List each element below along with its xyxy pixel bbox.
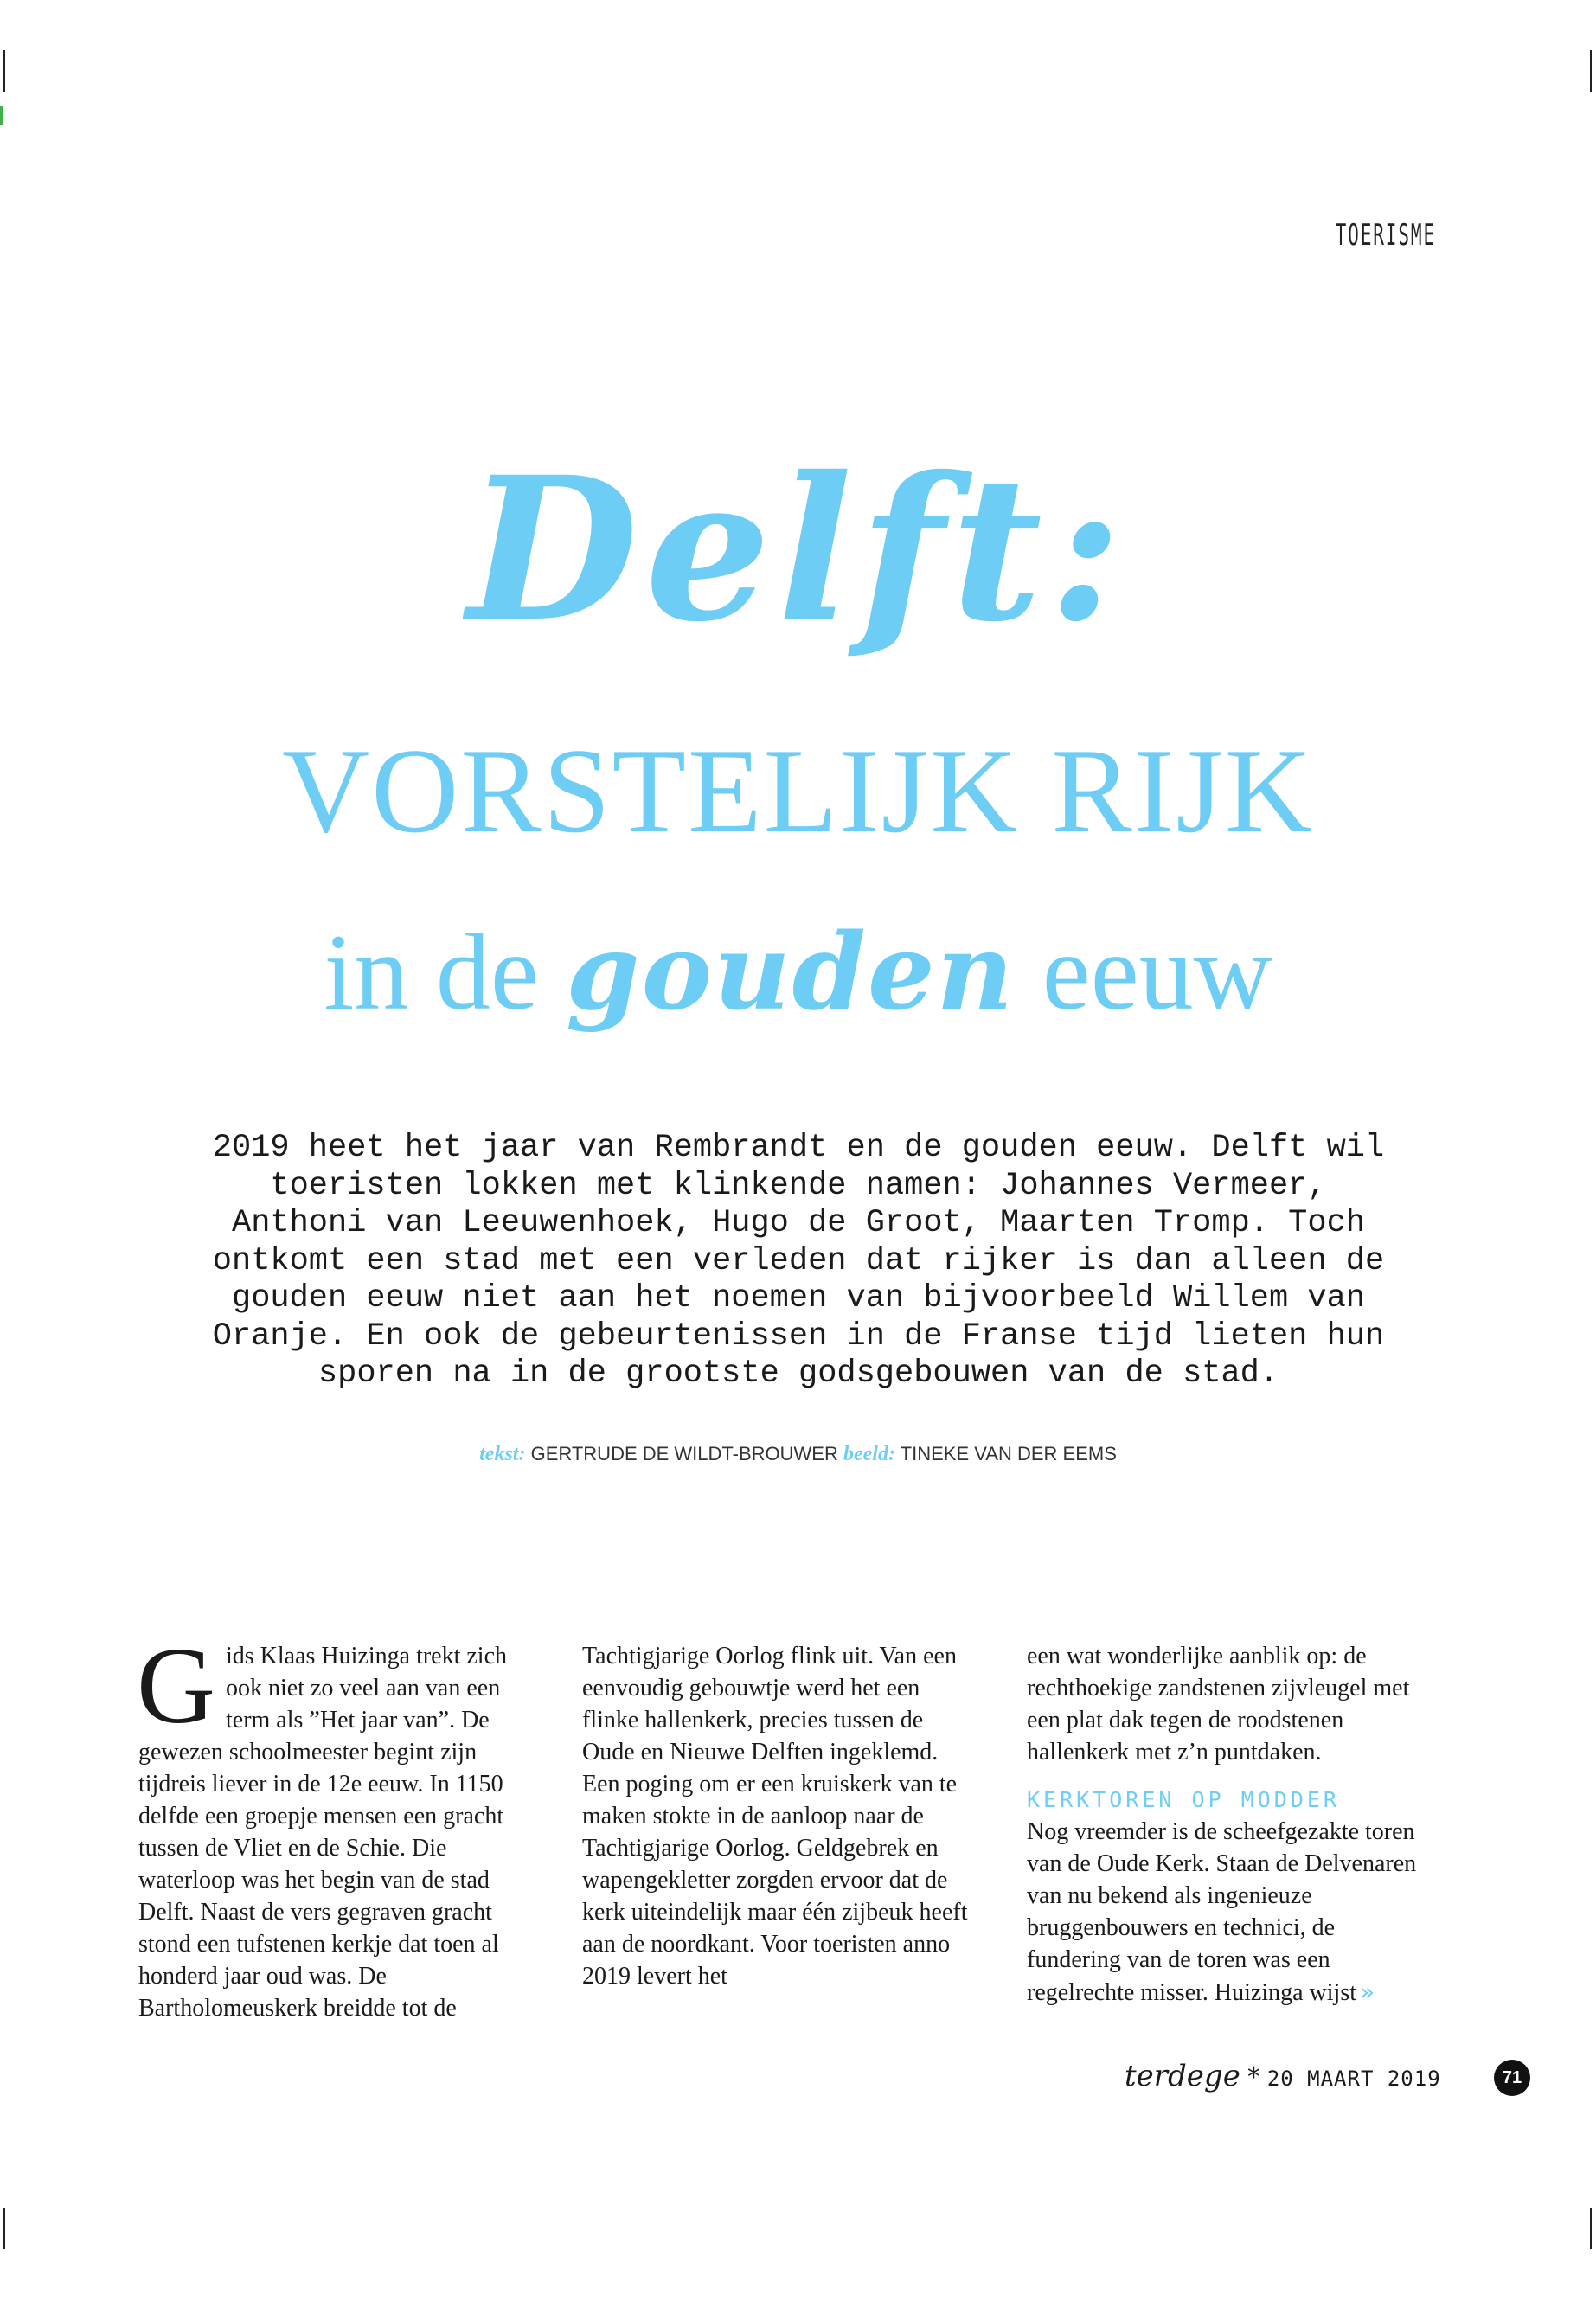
title-line-3-start: in de — [324, 913, 567, 1033]
credits — [0, 1443, 1596, 1466]
title-line-3-end: eeuw — [1015, 913, 1272, 1033]
article-paragraph: een wat wonderlijke aanblik op: de rechthoekige zandstenen zijvleugel met een plat dak tegen de roodstenen hallenkerk met z’n puntdaken. — [1027, 1643, 1410, 1766]
article-subheading: KERKTOREN OP MODDER — [1027, 1787, 1340, 1812]
article-paragraph: ids Klaas Huizinga trekt zich ook niet zo veel aan van een term als ”Het jaar van”. De gewezen schoolmeester begint zijn tijdreis liever in de 12e eeuw. In 1150 delfde een groepje mensen een gracht tussen de Vliet en de Schie. Die waterloop was het begin van de stad Delft. Naast de vers gegraven gracht stond een tufstenen kerkje dat toen al honderd jaar oud was. De Bartholomeuskerk breidde tot de — [138, 1643, 508, 2022]
crop-mark-top-left — [3, 50, 5, 92]
title-line-1: Delft: — [467, 433, 1129, 665]
page-footer — [1125, 2059, 1441, 2093]
crop-mark-bottom-right — [1590, 2208, 1592, 2249]
article-paragraph-text: Nog vreemder is de scheefgezakte toren van de Oude Kerk. Staan de Delvenaren van nu bekend als ingenieuze bruggenbouwers en technici, de fundering van de toren was een regelrechte misser. Huizinga wijst — [1027, 1818, 1417, 2006]
page-number: 71 — [1494, 2060, 1530, 2096]
article-column-2 — [582, 1640, 978, 1992]
crop-mark-top-right — [1590, 50, 1592, 92]
footer-date: 20 MAART 2019 — [1266, 2067, 1441, 2091]
title-line-2: VORSTELIJK RIJK — [282, 724, 1314, 858]
title-line-3-script: gouden — [566, 909, 1016, 1034]
article-paragraph — [1027, 1816, 1423, 2009]
article-paragraph: Tachtigjarige Oorlog flink uit. Van een eenvoudig gebouwtje werd het een flinke hallenkerk, precies tussen de Oude en Nieuwe Delften ingeklemd. — [582, 1643, 957, 1766]
continue-arrow-icon: » — [1360, 1977, 1375, 2006]
intro-paragraph: 2019 heet het jaar van Rembrandt en de gouden eeuw. Delft wil toeristen lokken met klinkende namen: Johannes Vermeer, Anthoni van Leeuwenhoek, Hugo de Groot, Maarten Tromp. Toch ontkomt een stad met een verleden dat rijker is dan alleen de gouden eeuw niet aan het noemen van bijvoorbeeld Willem van Oranje. En ook de gebeurtenissen in de Franse tijd lieten hun sporen na in de grootste godsgebouwen van de stad. — [212, 1130, 1385, 1392]
credit-image-label: beeld: — [843, 1443, 895, 1465]
credit-text-author: GERTRUDE DE WILDT-BROUWER — [530, 1443, 838, 1465]
title-line-3 — [0, 907, 1596, 1038]
crop-mark-bottom-left — [3, 2208, 5, 2249]
credit-image-author: TINEKE VAN DER EEMS — [900, 1443, 1117, 1465]
registration-mark — [0, 106, 3, 125]
section-label: TOERISME — [1335, 218, 1436, 253]
article-column-3 — [1027, 1640, 1423, 2009]
drop-cap: G — [137, 1626, 215, 1747]
footer-brand: terdege — [1125, 2059, 1240, 2093]
footer-separator: * — [1247, 2062, 1260, 2093]
credit-text-label: tekst: — [479, 1443, 526, 1465]
article-column-1 — [137, 1626, 535, 2024]
article-paragraph: Een poging om er een kruiskerk van te maken stokte in de aanloop naar de Tachtigjarige Oorlog. Geldgebrek en wapengekletter zorgden ervoor dat de kerk uiteindelijk maar één zijbeuk heeft aan de noordkant. Voor toeristen anno 2019 levert het — [582, 1771, 968, 1990]
